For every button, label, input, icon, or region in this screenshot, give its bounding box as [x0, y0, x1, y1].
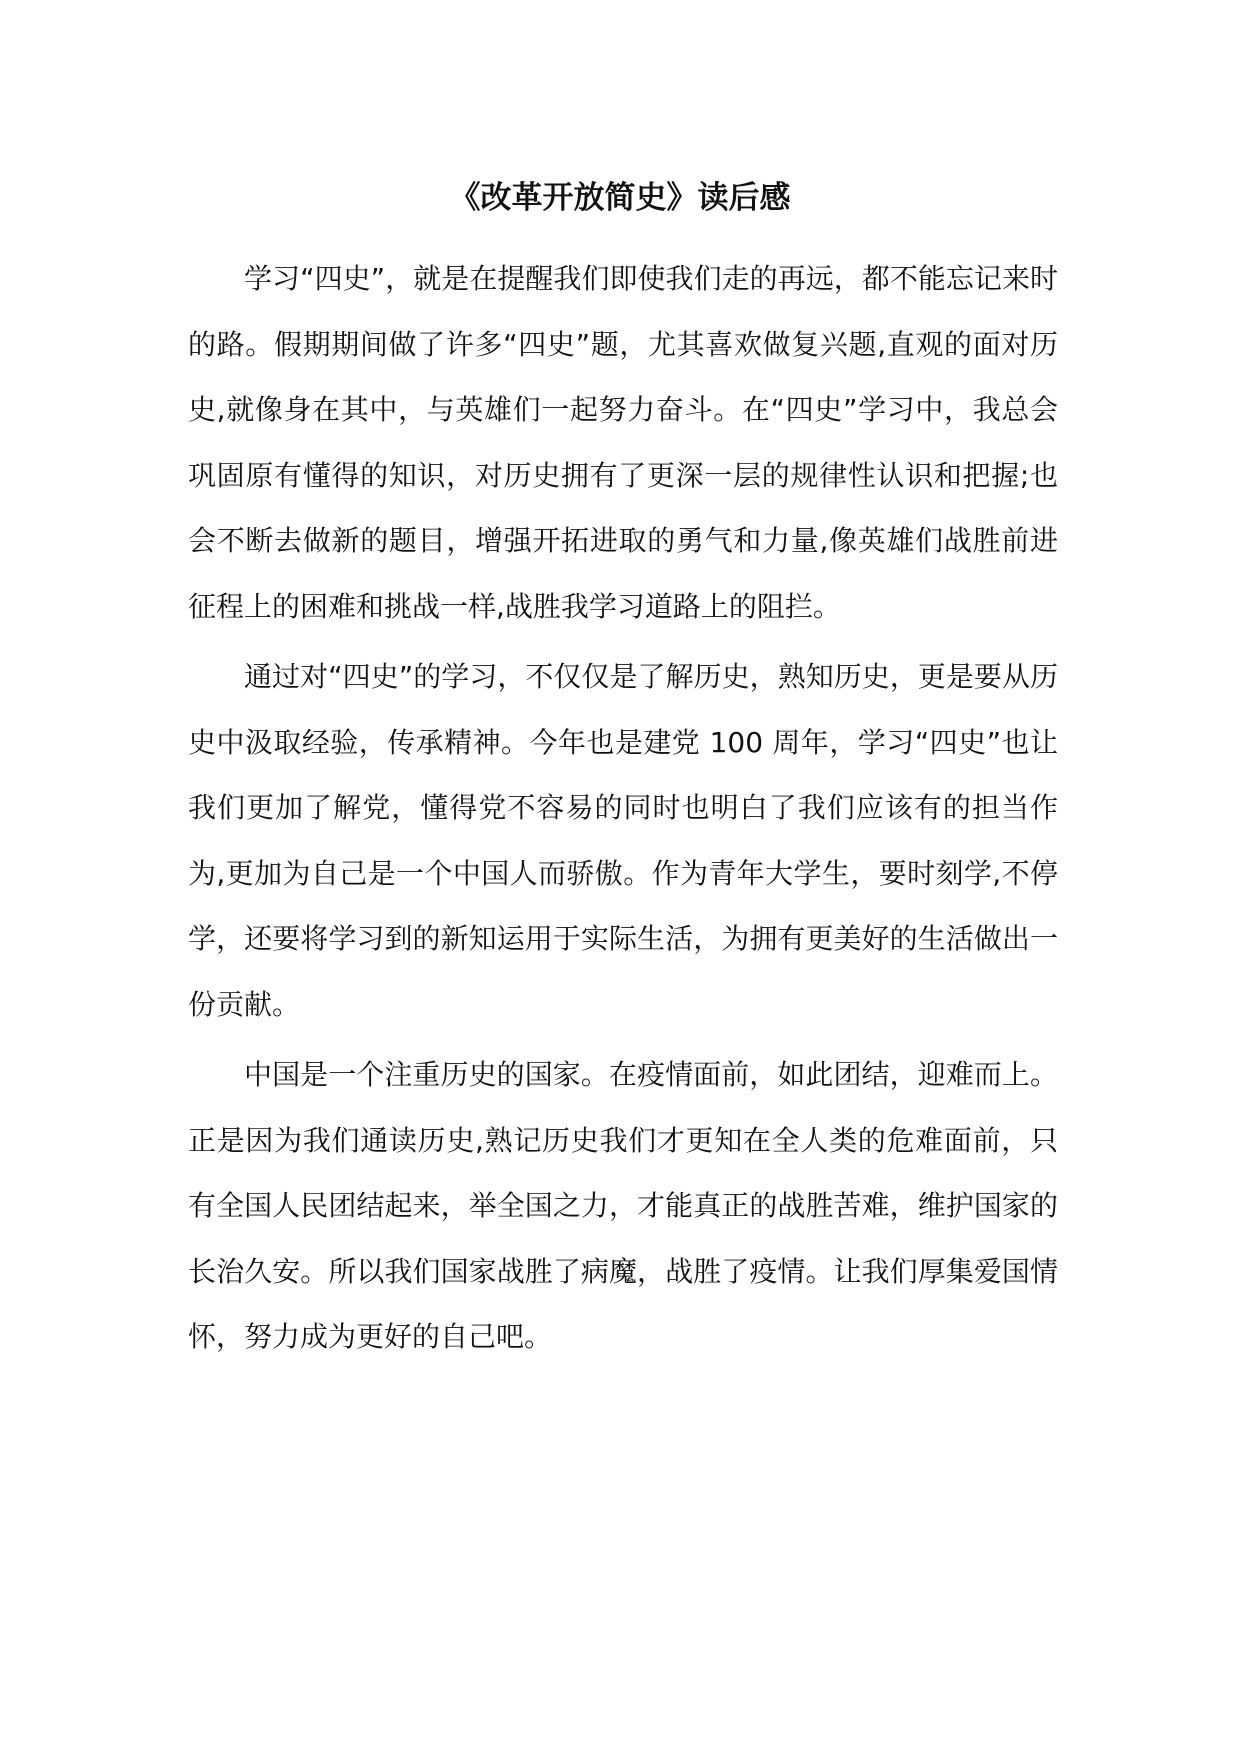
document-body — [188, 246, 1058, 1375]
paragraph-2: 通过对“四史”的学习，不仅仅是了解历史，熟知历史，更是要从历史中汲取经验，传承精神。今年也是建党 100 周年，学习“四史”也让我们更加了解党，懂得党不容易的同时也明白了我们应该有的担当作为,更加为自己是一个中国人而骄傲。作为青年大学生，要时刻学,不停学，还要将学习到的新知运用于实际生活，为拥有更美好的生活做出一份贡献。 — [188, 660, 1058, 1021]
document-title: 《改革开放简史》读后感 — [449, 180, 791, 216]
paragraph-1: 学习“四史”，就是在提醒我们即使我们走的再远，都不能忘记来时的路。假期期间做了许多“四史”题，尤其喜欢做复兴题,直观的面对历史,就像身在其中，与英雄们一起努力奋斗。在“四史”学习中，我总会巩固原有懂得的知识，对历史拥有了更深一层的规律性认识和把握;也会不断去做新的题目，增强开拓进取的勇气和力量,像英雄们战胜前进征程上的困难和挑战一样,战胜我学习道路上的阻拦。 — [188, 262, 1058, 623]
paragraph-3: 中国是一个注重历史的国家。在疫情面前，如此团结，迎难而上。正是因为我们通读历史,熟记历史我们才更知在全人类的危难面前，只有全国人民团结起来，举全国之力，才能真正的战胜苦难，维护国家的长治久安。所以我们国家战胜了病魔，战胜了疫情。让我们厚集爱国情怀，努力成为更好的自己吧。 — [188, 1058, 1058, 1353]
